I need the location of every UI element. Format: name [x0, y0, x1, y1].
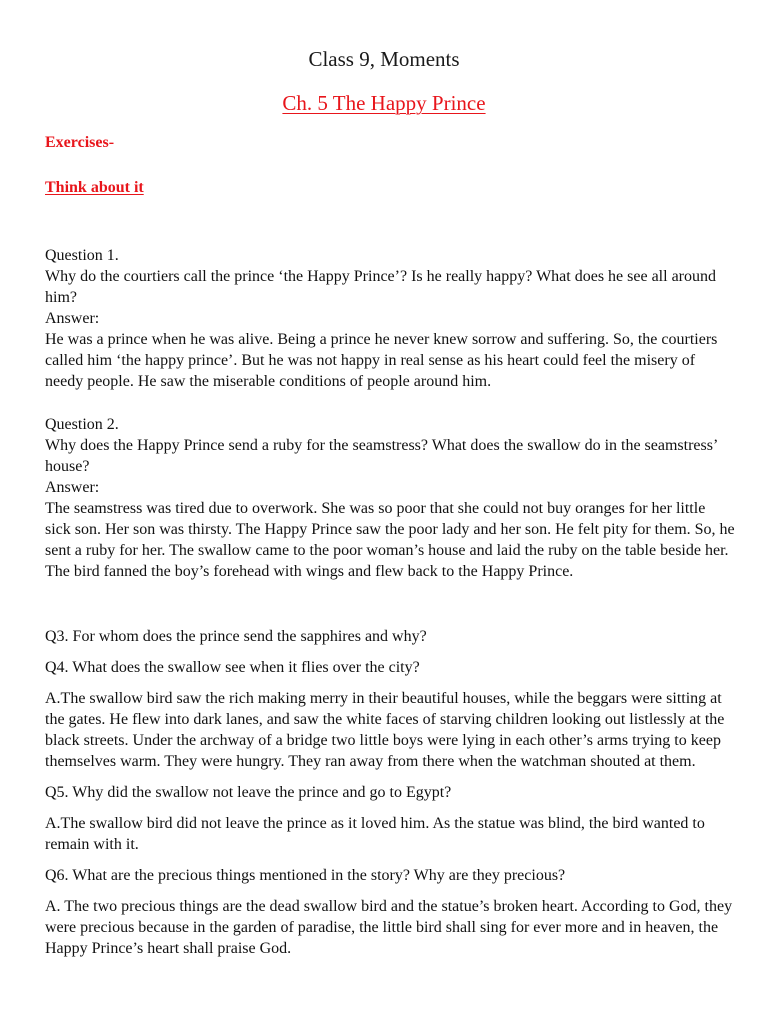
question-2-answer: The seamstress was tired due to overwork. She was so poor that she could not buy oranges for her little sick son. Her son was thirsty. The Happy Prince saw the poor lady and her son. He felt pity for them. So, he sent a ruby for her. The swallow came to the poor woman’s house and laid the ruby on the table beside her. The bird fanned the boy’s forehead with wings and flew back to the Happy Prince.	[45, 500, 735, 580]
question-2-label: Question 2.	[45, 416, 119, 433]
question-6-answer: A. The two precious things are the dead swallow bird and the statue’s broken heart. According to God, they were precious because in the garden of paradise, the little bird shall sing for ever more and in heaven, the Happy Prince’s heart shall praise God.	[45, 898, 733, 957]
question-1-answer-label: Answer:	[45, 310, 100, 327]
question-1-text: Why do the courtiers call the prince ‘the Happy Prince’? Is he really happy? What does he see all around him?	[45, 268, 716, 306]
question-1-block	[45, 245, 735, 582]
question-2-answer-label: Answer:	[45, 479, 100, 496]
question-4-text: Q4. What does the swallow see when it flies over the city?	[45, 659, 420, 676]
question-4-answer: A.The swallow bird saw the rich making merry in their beautiful houses, while the beggars were sitting at the gates. He flew into dark lanes, and saw the white faces of starving children looking out listlessly at the black streets. Under the archway of a bridge two little boys were lying in each other’s arms trying to keep themselves warm. They were hungry. They ran away from there when the watchman shouted at them.	[45, 690, 725, 770]
question-6-text: Q6. What are the precious things mentioned in the story? Why are they precious?	[45, 867, 566, 884]
question-2-text: Why does the Happy Prince send a ruby for the seamstress? What does the swallow do in the seamstress’ house?	[45, 437, 718, 475]
page-title: Class 9, Moments	[308, 47, 460, 71]
short-questions-block	[45, 626, 735, 969]
exercises-heading: Exercises-	[45, 134, 115, 151]
think-about-it-heading: Think about it	[45, 179, 144, 196]
chapter-heading: Ch. 5 The Happy Prince	[282, 91, 486, 115]
question-5-answer: A.The swallow bird did not leave the prince as it loved him. As the statue was blind, the bird wanted to remain with it.	[45, 815, 705, 853]
question-3-text: Q3. For whom does the prince send the sapphires and why?	[45, 628, 427, 645]
question-1-label: Question 1.	[45, 247, 119, 264]
question-5-text: Q5. Why did the swallow not leave the prince and go to Egypt?	[45, 784, 452, 801]
question-1-answer: He was a prince when he was alive. Being a prince he never knew sorrow and suffering. So, the courtiers called him ‘the happy prince’. But he was not happy in real sense as his heart could feel the misery of needy people. He saw the miserable conditions of people around him.	[45, 331, 718, 390]
